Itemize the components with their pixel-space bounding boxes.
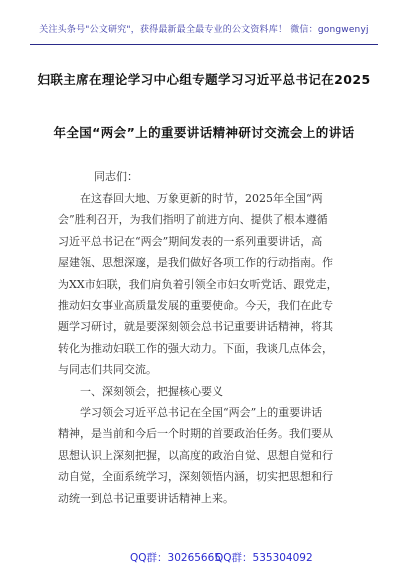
paragraph-line: 屋建瓴、思想深邃，是我们做好各项工作的行动指南。作 bbox=[58, 256, 333, 270]
paragraph-line: 在这春回大地、万象更新的时节，2025年全国“两 bbox=[80, 192, 323, 205]
paragraph-line: 与同志们共同交流。 bbox=[58, 363, 157, 377]
paragraph-line: 习近平总书记在“两会”期间发表的一系列重要讲话，高 bbox=[58, 234, 323, 248]
paragraph-line: 动统一到总书记重要讲话精神上来。 bbox=[58, 491, 234, 505]
paragraph-line: 精神，是当前和今后一个时期的首要政治任务。我们要从 bbox=[58, 427, 333, 441]
paragraph-line: 会”胜利召开，为我们指明了前进方向、提供了根本遵循 bbox=[58, 213, 328, 227]
header-divider bbox=[30, 44, 378, 45]
paragraph-line: 转化为推动妇联工作的强大动力。下面，我谈几点体会， bbox=[58, 341, 333, 355]
footer-qq-group-2: QQ群：535304092 bbox=[215, 552, 313, 564]
footer-qq-group-1: QQ群：30265665 bbox=[130, 552, 221, 564]
header-note: 关注头条号"公文研究"，获得最新最全最专业的公文资料库！ 微信：gongwenyj bbox=[39, 25, 369, 35]
section-heading: 一、深刻领会，把握核心要义 bbox=[80, 384, 223, 398]
paragraph-line: 思想认识上深刻把握，以高度的政治自觉、思想自觉和行 bbox=[58, 448, 333, 462]
paragraph-line: 推动妇女事业高质量发展的重要使命。今天，我们在此专 bbox=[58, 299, 333, 313]
paragraph-line: 为XX市妇联，我们肩负着引领全市妇女听党话、跟党走， bbox=[58, 277, 338, 291]
paragraph-line: 动自觉，全面系统学习，深刻领悟内涵，切实把思想和行 bbox=[58, 470, 333, 484]
document-title-line-1: 妇联主席在理论学习中心组专题学习习近平总书记在2025 bbox=[37, 72, 371, 87]
document-body bbox=[58, 188, 358, 509]
document-title-line-2: 年全国“两会”上的重要讲话精神研讨交流会上的讲话 bbox=[53, 125, 355, 140]
paragraph-line: 题学习研讨，就是要深刻领会总书记重要讲话精神，将其 bbox=[58, 320, 333, 334]
greeting: 同志们： bbox=[94, 170, 138, 183]
footer bbox=[0, 550, 408, 568]
paragraph-line: 学习领会习近平总书记在全国“两会”上的重要讲话 bbox=[80, 406, 323, 420]
